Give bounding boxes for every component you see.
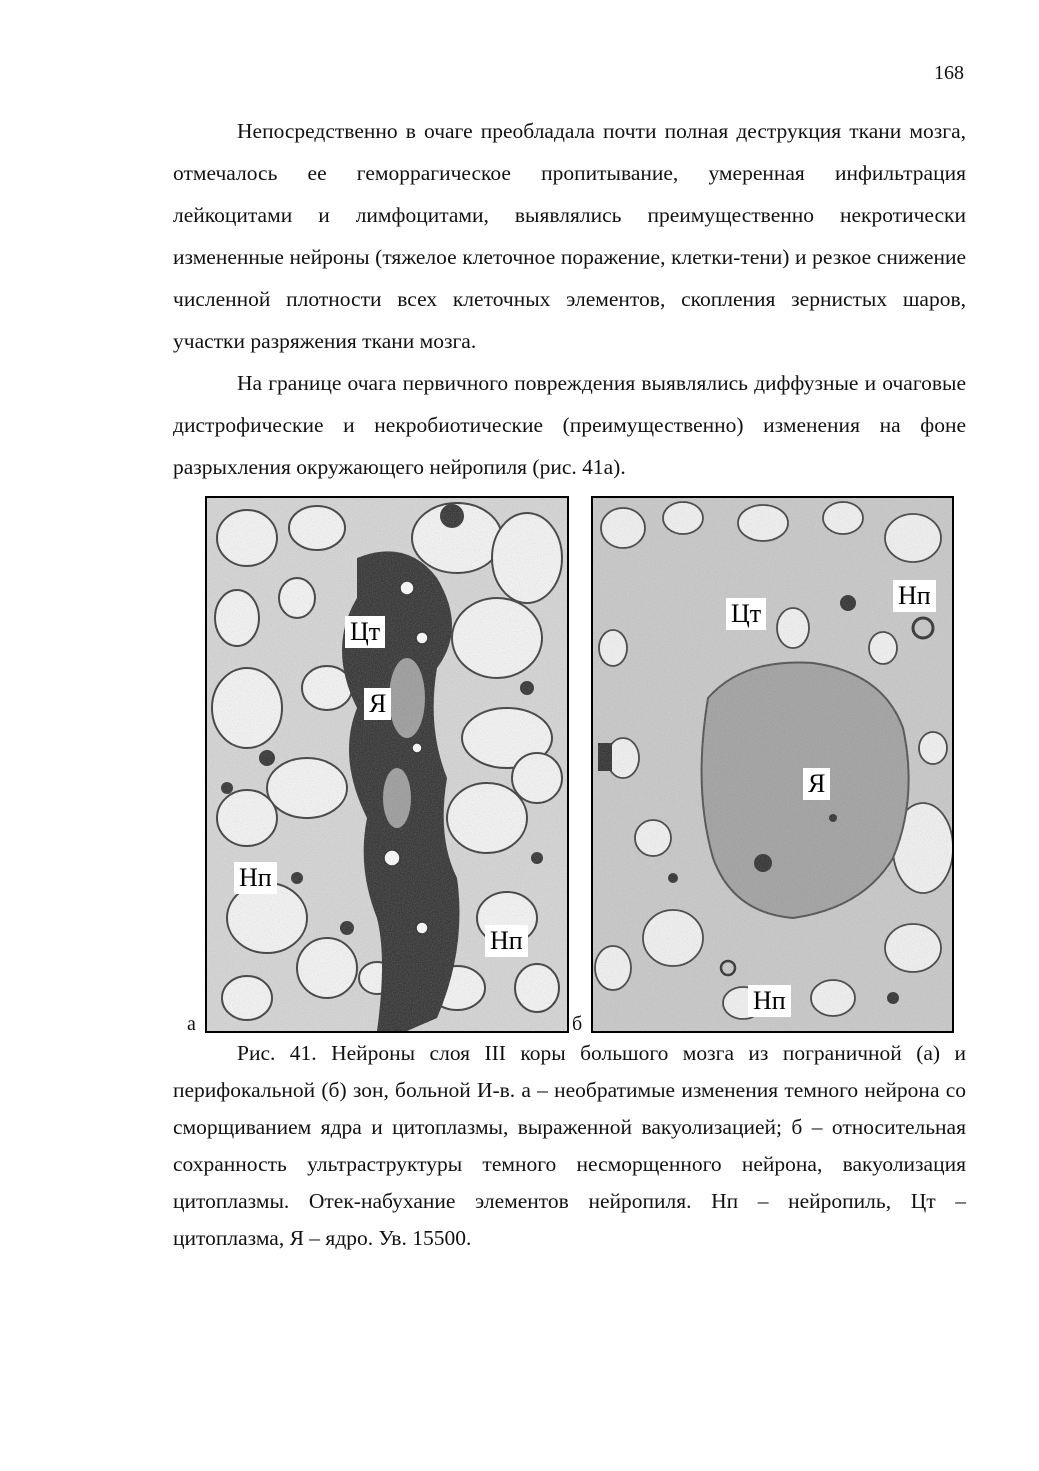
panel-letter-a: а: [187, 1013, 196, 1035]
paragraph-1-text: Непосредственно в очаге преобладала почти полная деструкция ткани мозга, отмечалось ее геморрагическое пропитывание, умеренная инфильтрация лейкоцитами и лимфоцитами, выявлялись преимущественно некротически измененные нейроны (тяжелое клеточное поражение, клетки-тени) и резкое снижение численной плотности всех клеточных элементов, скопления зернистых шаров, участки разряжения ткани мозга.: [173, 119, 966, 353]
label-nucleus-b: Я: [803, 768, 830, 800]
label-neuropil-b-top: Нп: [893, 580, 936, 612]
paragraph-2: [173, 362, 966, 488]
micrograph-b-image: [593, 498, 952, 1031]
micrograph-panel-a: [205, 496, 569, 1033]
micrograph-panel-b: [591, 496, 954, 1033]
label-neuropil-a-1: Нп: [234, 862, 277, 894]
page-number: 168: [934, 62, 964, 84]
label-cytoplasm-b: Цт: [726, 598, 766, 630]
label-cytoplasm-a: Цт: [345, 616, 385, 648]
panel-letter-b: б: [572, 1013, 583, 1035]
paragraph-1: [173, 110, 966, 362]
label-neuropil-a-2: Нп: [485, 925, 528, 957]
label-neuropil-b-bottom: Нп: [748, 985, 791, 1017]
label-nucleus-a: Я: [364, 688, 391, 720]
paragraph-2-text: На границе очага первичного повреждения выявлялись диффузные и очаговые дистрофические и некробиотические (преимущественно) изменения на фоне разрыхления окружающего нейропиля (рис. 41а).: [173, 371, 966, 479]
figure-caption: Рис. 41. Нейроны слоя III коры большого мозга из пограничной (а) и перифокальной (б) зон, больной И-в. а – необратимые изменения темного нейрона со сморщиванием ядра и цитоплазмы, выраженной вакуолизацией; б – относительная сохранность ультраструктуры темного несморщенного нейрона, вакуолизация цитоплазмы. Отек-набухание элементов нейропиля. Нп – нейропиль, Цт – цитоплазма, Я – ядро. Ув. 15500.: [173, 1041, 966, 1250]
